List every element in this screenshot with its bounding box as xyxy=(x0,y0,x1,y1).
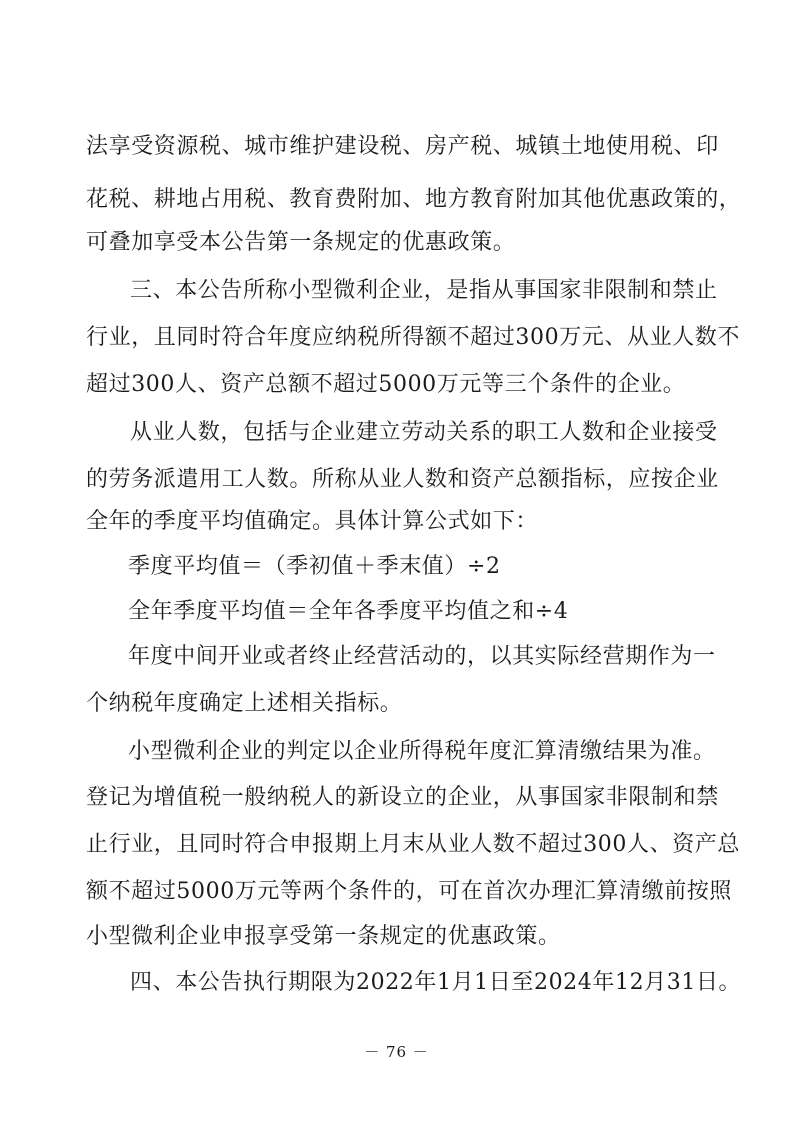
text-line: 额不超过5000万元等两个条件的，可在首次办理汇算清缴前按照 xyxy=(86,879,732,904)
text-line: 的劳务派遣用工人数。所称从业人数和资产总额指标，应按企业 xyxy=(86,467,719,492)
text-line: 花税、耕地占用税、教育费附加、地方教育附加其他优惠政策的， xyxy=(86,187,742,212)
page-number: － 76 － xyxy=(364,1043,429,1061)
text-line: 小型微利企业申报享受第一条规定的优惠政策。 xyxy=(86,924,561,949)
text-line: 法享受资源税、城市维护建设税、房产税、城镇土地使用税、印 xyxy=(86,134,719,159)
text-line: 四、本公告执行期限为2022年1月1日至2024年12月31日。 xyxy=(130,970,742,995)
text-line: 从业人数，包括与企业建立劳动关系的职工人数和企业接受 xyxy=(130,420,718,445)
text-line: 可叠加享受本公告第一条规定的优惠政策。 xyxy=(86,230,516,255)
text-line: 止行业，且同时符合申报期上月末从业人数不超过300人、资产总 xyxy=(86,832,740,857)
text-line: 个纳税年度确定上述相关指标。 xyxy=(86,691,403,716)
text-line: 三、本公告所称小型微利企业，是指从事国家非限制和禁止 xyxy=(130,278,718,303)
text-line: 行业，且同时符合年度应纳税所得额不超过300万元、从业人数不 xyxy=(86,325,740,350)
formula-line: 季度平均值＝（季初值＋季末值）÷2 xyxy=(128,554,501,579)
text-line: 年度中间开业或者终止经营活动的，以其实际经营期作为一 xyxy=(128,644,716,669)
text-line: 全年的季度平均值确定。具体计算公式如下： xyxy=(86,509,539,534)
text-line: 登记为增值税一般纳税人的新设立的企业，从事国家非限制和禁 xyxy=(86,785,719,810)
text-line: 超过300人、资产总额不超过5000万元等三个条件的企业。 xyxy=(86,372,686,397)
formula-line: 全年季度平均值＝全年各季度平均值之和÷4 xyxy=(128,599,569,624)
text-line: 小型微利企业的判定以企业所得税年度汇算清缴结果为准。 xyxy=(128,739,716,764)
